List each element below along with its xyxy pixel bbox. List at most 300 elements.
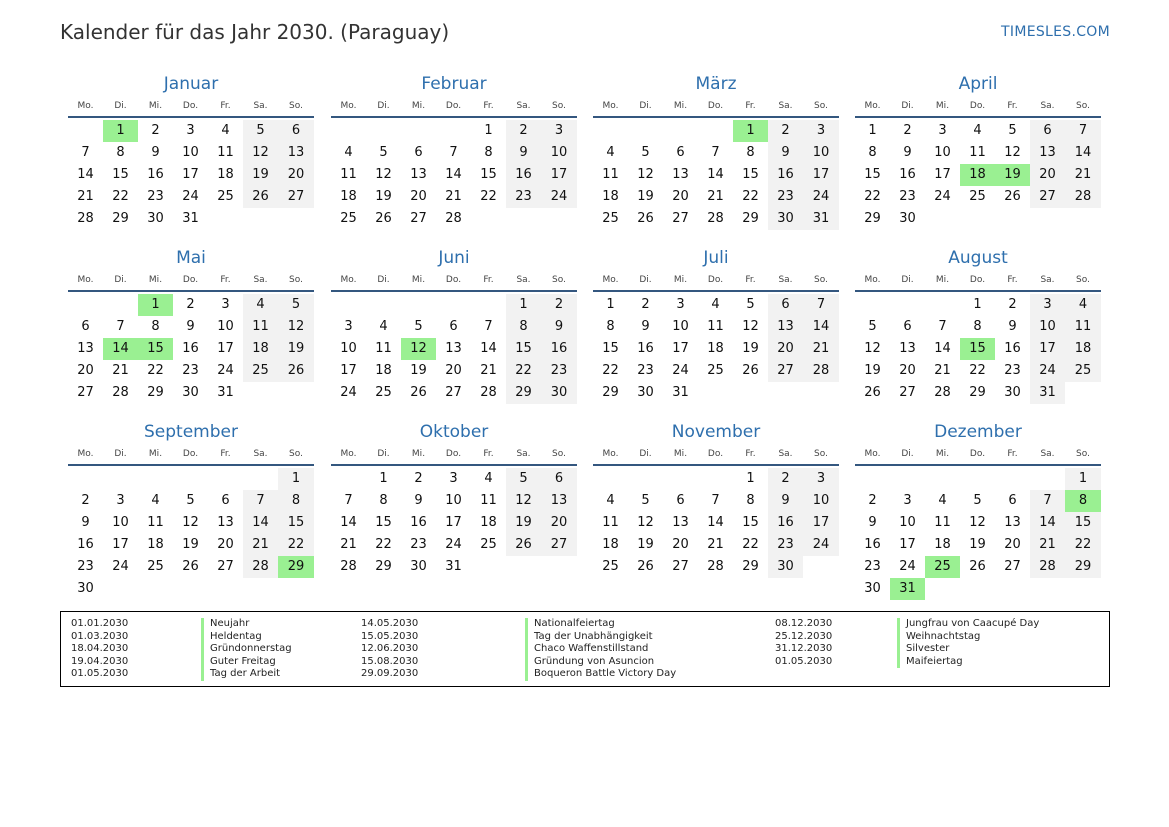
weekday-label: Mo. xyxy=(340,101,357,111)
month-name: Dezember xyxy=(934,422,1022,442)
day-grid xyxy=(331,468,577,578)
day-cell: 22 xyxy=(278,534,314,556)
legend-date: 01.01.2030 xyxy=(71,618,129,629)
empty-cell xyxy=(173,468,208,490)
day-cell: 25 xyxy=(602,211,619,226)
empty-cell xyxy=(698,468,733,490)
day-cell: 9 xyxy=(641,319,650,334)
day-cell: 17 xyxy=(899,537,916,552)
weekday-label: Mo. xyxy=(340,449,357,459)
day-cell: 30 xyxy=(637,385,654,400)
day-cell: 13 xyxy=(278,142,314,164)
day-cell: 5 xyxy=(186,493,195,508)
weekday-label: So. xyxy=(552,101,566,111)
day-cell: 21 xyxy=(243,534,278,556)
day-cell: 4 xyxy=(711,297,720,312)
empty-cell xyxy=(506,208,541,230)
day-cell: 11 xyxy=(934,515,951,530)
legend-names xyxy=(525,618,676,681)
day-cell: 21 xyxy=(707,189,724,204)
day-grid xyxy=(855,294,1101,404)
day-cell: 28 xyxy=(77,211,94,226)
weekday-label: Mo. xyxy=(77,449,94,459)
day-cell: 30 xyxy=(77,581,94,596)
month-9 xyxy=(68,420,314,600)
empty-cell xyxy=(698,120,733,142)
weekday-label: Mi. xyxy=(935,275,950,285)
day-cell: 25 xyxy=(707,363,724,378)
day-cell: 8 xyxy=(116,145,125,160)
empty-cell xyxy=(278,208,314,230)
legend-names xyxy=(201,618,292,681)
day-cell: 26 xyxy=(506,534,541,556)
weekday-label: So. xyxy=(552,449,566,459)
weekday-label: Mo. xyxy=(602,449,619,459)
day-cell: 18 xyxy=(480,515,497,530)
weekday-label: Sa. xyxy=(1040,449,1055,459)
empty-cell xyxy=(1030,578,1065,600)
day-cell: 18 xyxy=(375,363,392,378)
legend-holiday-name: Jungfrau von Caacupé Day xyxy=(897,618,1039,631)
day-cell: 31 xyxy=(890,578,925,600)
day-cell: 16 xyxy=(637,341,654,356)
day-cell: 1 xyxy=(973,297,982,312)
day-cell: 23 xyxy=(637,363,654,378)
day-cell: 17 xyxy=(112,537,129,552)
day-cell: 8 xyxy=(278,490,314,512)
day-cell: 22 xyxy=(969,363,986,378)
day-cell: 4 xyxy=(379,319,388,334)
empty-cell xyxy=(436,120,471,142)
day-cell: 2 xyxy=(414,471,423,486)
day-cell: 27 xyxy=(278,186,314,208)
day-cell: 3 xyxy=(803,468,839,490)
legend-dates xyxy=(775,618,832,668)
weekday-label: Mi. xyxy=(148,275,163,285)
day-cell: 23 xyxy=(864,559,881,574)
day-cell: 20 xyxy=(899,363,916,378)
day-cell: 5 xyxy=(243,120,278,142)
day-cell: 1 xyxy=(606,297,615,312)
legend-date: 31.12.2030 xyxy=(775,643,833,655)
empty-cell xyxy=(628,120,663,142)
day-cell: 25 xyxy=(217,189,234,204)
empty-cell xyxy=(803,382,839,404)
month-6 xyxy=(331,246,577,404)
weekday-label: Sa. xyxy=(1040,275,1055,285)
day-cell: 13 xyxy=(217,515,234,530)
day-cell: 13 xyxy=(672,167,689,182)
day-cell: 12 xyxy=(637,167,654,182)
legend-holiday-name: Chaco Waffenstillstand xyxy=(525,643,676,656)
day-cell: 8 xyxy=(1065,490,1101,512)
empty-cell xyxy=(960,578,995,600)
day-cell: 17 xyxy=(541,164,577,186)
day-cell: 17 xyxy=(182,167,199,182)
day-cell: 10 xyxy=(803,142,839,164)
empty-cell xyxy=(733,382,768,404)
weekday-label: Di. xyxy=(901,449,914,459)
day-cell: 29 xyxy=(742,211,759,226)
day-cell: 26 xyxy=(278,360,314,382)
day-cell: 7 xyxy=(711,493,720,508)
day-cell: 23 xyxy=(899,189,916,204)
empty-cell xyxy=(331,468,366,490)
day-cell: 3 xyxy=(938,123,947,138)
day-cell: 5 xyxy=(506,468,541,490)
legend-holiday-name: Silvester xyxy=(897,643,1039,656)
weekday-label: Di. xyxy=(377,101,390,111)
weekday-label: Mi. xyxy=(411,449,426,459)
day-cell: 6 xyxy=(449,319,458,334)
day-cell: 9 xyxy=(768,490,803,512)
day-cell: 25 xyxy=(243,360,278,382)
day-cell: 5 xyxy=(868,319,877,334)
weekday-label: Sa. xyxy=(253,101,268,111)
month-8 xyxy=(855,246,1101,404)
day-cell: 5 xyxy=(414,319,423,334)
weekday-label: Fr. xyxy=(483,101,494,111)
day-cell: 22 xyxy=(506,360,541,382)
day-cell: 21 xyxy=(707,537,724,552)
day-cell: 8 xyxy=(484,145,493,160)
day-cell: 30 xyxy=(182,385,199,400)
day-cell: 7 xyxy=(484,319,493,334)
day-cell: 18 xyxy=(217,167,234,182)
weekday-label: Fr. xyxy=(1007,275,1018,285)
weekday-label: Mi. xyxy=(411,275,426,285)
weekday-label: Fr. xyxy=(483,449,494,459)
legend-date: 12.06.2030 xyxy=(361,643,419,655)
day-cell: 6 xyxy=(676,493,685,508)
weekday-label: So. xyxy=(1076,275,1090,285)
weekday-label: Fr. xyxy=(745,449,756,459)
legend-date: 18.04.2030 xyxy=(71,643,129,655)
day-cell: 23 xyxy=(768,186,803,208)
weekday-header xyxy=(855,96,1101,118)
day-cell: 15 xyxy=(138,338,173,360)
weekday-label: Sa. xyxy=(778,449,793,459)
weekday-label: Mi. xyxy=(935,449,950,459)
weekday-label: Do. xyxy=(182,275,199,285)
day-cell: 21 xyxy=(1030,534,1065,556)
weekday-label: Fr. xyxy=(220,101,231,111)
day-cell: 2 xyxy=(506,120,541,142)
day-cell: 8 xyxy=(606,319,615,334)
weekday-label: Di. xyxy=(114,449,127,459)
weekday-label: Di. xyxy=(377,449,390,459)
day-cell: 24 xyxy=(217,363,234,378)
day-cell: 18 xyxy=(602,537,619,552)
day-cell: 21 xyxy=(1065,164,1101,186)
weekday-label: Di. xyxy=(639,449,652,459)
day-cell: 18 xyxy=(934,537,951,552)
empty-cell xyxy=(208,578,243,600)
empty-cell xyxy=(628,468,663,490)
weekday-label: Fr. xyxy=(745,275,756,285)
day-cell: 16 xyxy=(768,164,803,186)
day-cell: 4 xyxy=(151,493,160,508)
day-cell: 16 xyxy=(410,515,427,530)
day-cell: 18 xyxy=(602,189,619,204)
day-cell: 23 xyxy=(410,537,427,552)
day-cell: 29 xyxy=(375,559,392,574)
day-cell: 26 xyxy=(243,186,278,208)
day-cell: 11 xyxy=(1065,316,1101,338)
day-cell: 17 xyxy=(803,164,839,186)
day-cell: 16 xyxy=(864,537,881,552)
day-grid xyxy=(593,120,839,230)
day-cell: 5 xyxy=(278,294,314,316)
month-name: Oktober xyxy=(419,422,489,442)
day-cell: 10 xyxy=(112,515,129,530)
day-cell: 2 xyxy=(641,297,650,312)
day-cell: 4 xyxy=(606,493,615,508)
weekday-label: Di. xyxy=(639,101,652,111)
day-cell: 19 xyxy=(637,537,654,552)
day-cell: 6 xyxy=(1008,493,1017,508)
legend-holiday-name: Gründonnerstag xyxy=(201,643,292,656)
empty-cell xyxy=(541,556,577,578)
legend-date: 01.05.2030 xyxy=(71,668,129,680)
day-cell: 7 xyxy=(344,493,353,508)
day-cell: 8 xyxy=(506,316,541,338)
day-cell: 8 xyxy=(973,319,982,334)
empty-cell xyxy=(698,382,733,404)
weekday-label: Fr. xyxy=(483,275,494,285)
weekday-label: Do. xyxy=(445,275,462,285)
weekday-label: Mo. xyxy=(864,101,881,111)
day-cell: 14 xyxy=(480,341,497,356)
day-cell: 25 xyxy=(1065,360,1101,382)
day-cell: 11 xyxy=(969,145,986,160)
day-cell: 27 xyxy=(77,385,94,400)
day-cell: 19 xyxy=(742,341,759,356)
day-grid xyxy=(593,468,839,578)
day-cell: 30 xyxy=(410,559,427,574)
day-cell: 22 xyxy=(112,189,129,204)
day-cell: 1 xyxy=(379,471,388,486)
day-cell: 16 xyxy=(1004,341,1021,356)
day-cell: 22 xyxy=(742,537,759,552)
weekday-label: Mo. xyxy=(77,101,94,111)
holiday-legend xyxy=(60,611,1110,687)
empty-cell xyxy=(960,208,995,230)
weekday-header xyxy=(331,96,577,118)
weekday-label: So. xyxy=(289,101,303,111)
day-cell: 13 xyxy=(541,490,577,512)
day-cell: 2 xyxy=(768,468,803,490)
day-cell: 3 xyxy=(116,493,125,508)
weekday-label: So. xyxy=(552,275,566,285)
day-cell: 22 xyxy=(375,537,392,552)
weekday-header xyxy=(331,270,577,292)
day-cell: 20 xyxy=(278,164,314,186)
day-cell: 17 xyxy=(445,515,462,530)
weekday-label: Di. xyxy=(114,275,127,285)
day-cell: 19 xyxy=(969,537,986,552)
day-cell: 28 xyxy=(112,385,129,400)
day-cell: 24 xyxy=(182,189,199,204)
day-cell: 30 xyxy=(899,211,916,226)
day-cell: 26 xyxy=(1004,189,1021,204)
weekday-label: Sa. xyxy=(516,449,531,459)
brand-link[interactable]: TIMESLES.COM xyxy=(1001,24,1110,40)
day-cell: 28 xyxy=(934,385,951,400)
day-cell: 6 xyxy=(221,493,230,508)
day-cell: 21 xyxy=(445,189,462,204)
legend-holiday-name: Tag der Arbeit xyxy=(201,668,292,681)
day-cell: 13 xyxy=(445,341,462,356)
empty-cell xyxy=(593,468,628,490)
day-cell: 23 xyxy=(506,186,541,208)
empty-cell xyxy=(995,578,1030,600)
legend-holiday-name: Guter Freitag xyxy=(201,656,292,669)
day-cell: 21 xyxy=(934,363,951,378)
day-cell: 28 xyxy=(1065,186,1101,208)
day-grid xyxy=(593,294,839,404)
day-cell: 31 xyxy=(217,385,234,400)
day-cell: 2 xyxy=(151,123,160,138)
day-grid xyxy=(331,120,577,230)
day-cell: 2 xyxy=(903,123,912,138)
day-cell: 3 xyxy=(803,120,839,142)
day-cell: 15 xyxy=(602,341,619,356)
day-cell: 29 xyxy=(1065,556,1101,578)
day-cell: 31 xyxy=(803,208,839,230)
day-cell: 12 xyxy=(864,341,881,356)
day-cell: 4 xyxy=(938,493,947,508)
day-cell: 18 xyxy=(1065,338,1101,360)
weekday-label: Fr. xyxy=(220,449,231,459)
day-cell: 4 xyxy=(243,294,278,316)
empty-cell xyxy=(243,208,278,230)
day-cell: 3 xyxy=(449,471,458,486)
day-cell: 11 xyxy=(217,145,234,160)
day-cell: 9 xyxy=(414,493,423,508)
day-cell: 11 xyxy=(707,319,724,334)
weekday-label: Mo. xyxy=(864,449,881,459)
day-cell: 24 xyxy=(803,534,839,556)
day-cell: 19 xyxy=(278,338,314,360)
day-cell: 30 xyxy=(1004,385,1021,400)
day-cell: 17 xyxy=(803,512,839,534)
legend-holiday-name: Maifeiertag xyxy=(897,656,1039,669)
day-cell: 23 xyxy=(768,534,803,556)
day-cell: 9 xyxy=(186,319,195,334)
day-cell: 21 xyxy=(480,363,497,378)
empty-cell xyxy=(366,294,401,316)
day-cell: 16 xyxy=(77,537,94,552)
day-cell: 12 xyxy=(278,316,314,338)
day-cell: 26 xyxy=(410,385,427,400)
day-cell: 9 xyxy=(903,145,912,160)
weekday-label: Mo. xyxy=(77,275,94,285)
empty-cell xyxy=(471,294,506,316)
day-cell: 29 xyxy=(602,385,619,400)
month-5 xyxy=(68,246,314,404)
weekday-label: Fr. xyxy=(1007,449,1018,459)
day-cell: 21 xyxy=(340,537,357,552)
day-cell: 23 xyxy=(147,189,164,204)
day-cell: 3 xyxy=(344,319,353,334)
weekday-header xyxy=(855,270,1101,292)
empty-cell xyxy=(278,382,314,404)
day-cell: 1 xyxy=(746,471,755,486)
legend-holiday-name: Boqueron Battle Victory Day xyxy=(525,668,676,681)
day-cell: 3 xyxy=(1030,294,1065,316)
weekday-label: Mi. xyxy=(673,101,688,111)
month-name: Februar xyxy=(421,74,487,94)
month-12 xyxy=(855,420,1101,600)
weekday-label: Sa. xyxy=(778,101,793,111)
day-cell: 7 xyxy=(803,294,839,316)
day-cell: 20 xyxy=(445,363,462,378)
empty-cell xyxy=(925,578,960,600)
day-cell: 10 xyxy=(803,490,839,512)
day-cell: 14 xyxy=(243,512,278,534)
weekday-label: Di. xyxy=(114,101,127,111)
day-cell: 29 xyxy=(112,211,129,226)
day-grid xyxy=(68,294,314,404)
weekday-label: So. xyxy=(814,275,828,285)
empty-cell xyxy=(366,120,401,142)
day-cell: 24 xyxy=(112,559,129,574)
empty-cell xyxy=(208,208,243,230)
empty-cell xyxy=(593,120,628,142)
weekday-label: Di. xyxy=(901,101,914,111)
day-cell: 28 xyxy=(803,360,839,382)
day-cell: 17 xyxy=(672,341,689,356)
empty-cell xyxy=(103,578,138,600)
day-cell: 12 xyxy=(637,515,654,530)
day-cell: 22 xyxy=(480,189,497,204)
day-cell: 9 xyxy=(768,142,803,164)
empty-cell xyxy=(506,556,541,578)
day-cell: 2 xyxy=(1008,297,1017,312)
day-cell: 27 xyxy=(410,211,427,226)
legend-date: 14.05.2030 xyxy=(361,618,419,629)
legend-date: 25.12.2030 xyxy=(775,630,833,642)
day-cell: 24 xyxy=(340,385,357,400)
day-cell: 8 xyxy=(379,493,388,508)
day-cell: 7 xyxy=(938,319,947,334)
day-cell: 1 xyxy=(868,123,877,138)
weekday-label: Mo. xyxy=(340,275,357,285)
weekday-label: So. xyxy=(1076,449,1090,459)
day-cell: 14 xyxy=(1065,142,1101,164)
month-name: Juli xyxy=(703,248,729,268)
day-grid xyxy=(331,294,577,404)
day-cell: 6 xyxy=(278,120,314,142)
weekday-label: Fr. xyxy=(1007,101,1018,111)
day-cell: 22 xyxy=(147,363,164,378)
day-cell: 28 xyxy=(707,559,724,574)
day-cell: 27 xyxy=(672,559,689,574)
empty-cell xyxy=(995,208,1030,230)
day-cell: 30 xyxy=(768,208,803,230)
day-cell: 10 xyxy=(217,319,234,334)
day-cell: 21 xyxy=(112,363,129,378)
day-cell: 5 xyxy=(1008,123,1017,138)
day-cell: 19 xyxy=(182,537,199,552)
weekday-label: Sa. xyxy=(516,275,531,285)
day-cell: 12 xyxy=(401,338,436,360)
day-cell: 16 xyxy=(768,512,803,534)
day-cell: 30 xyxy=(864,581,881,596)
empty-cell xyxy=(663,468,698,490)
day-cell: 3 xyxy=(676,297,685,312)
